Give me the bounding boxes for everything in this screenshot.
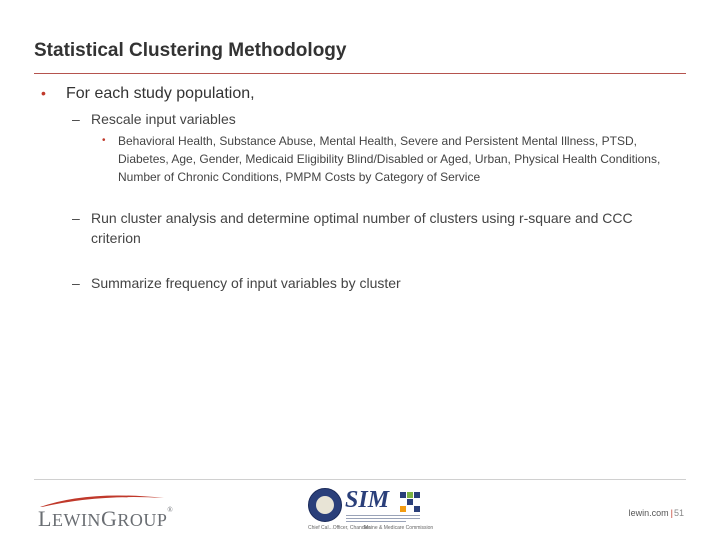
footer-page-info xyxy=(560,508,684,518)
lewin-group-wordmark: LEWINGROUP® xyxy=(38,506,174,531)
footer-site: lewin.com xyxy=(628,508,669,518)
dash-icon: – xyxy=(72,275,80,291)
sim-wordmark: SIM xyxy=(345,487,390,513)
footer-divider xyxy=(34,479,686,480)
sim-logo xyxy=(306,486,434,534)
sim-caption-left: Chief Cal...Officer, Chandler xyxy=(308,525,371,531)
dash-icon: – xyxy=(72,111,80,127)
footer-separator: | xyxy=(670,508,673,518)
page-number: 51 xyxy=(673,508,684,518)
title-divider xyxy=(34,73,686,74)
slide-title: Statistical Clustering Methodology xyxy=(34,40,347,61)
sim-pixel-grid-icon xyxy=(400,492,420,512)
dash-icon: – xyxy=(72,210,80,226)
bullet-text: For each study population, xyxy=(66,85,255,102)
sub-bullet-text: Run cluster analysis and determine optimal number of clusters using r-square and CCC criterion xyxy=(91,210,633,246)
variables-list-text: Behavioral Health, Substance Abuse, Mental Health, Severe and Persistent Mental Illness, PTSD, Diabetes, Age, Gender, Medicaid Eligibility Blind/Disabled or Aged, Urban, Physical Health Conditions, Number of Chronic Conditions, PMPM Costs by Category of Service xyxy=(118,134,661,184)
maine-state-seal-icon xyxy=(308,488,342,522)
sim-tagline-graphic xyxy=(346,514,420,522)
bullet-icon: • xyxy=(41,85,46,101)
bullet-icon: • xyxy=(102,135,106,146)
sub-bullet-text: Rescale input variables xyxy=(91,111,236,127)
lewin-group-logo xyxy=(38,492,174,531)
sim-caption-right: Maine & Medicare Commission xyxy=(364,525,434,531)
sub-bullet-text: Summarize frequency of input variables by cluster xyxy=(91,275,401,291)
